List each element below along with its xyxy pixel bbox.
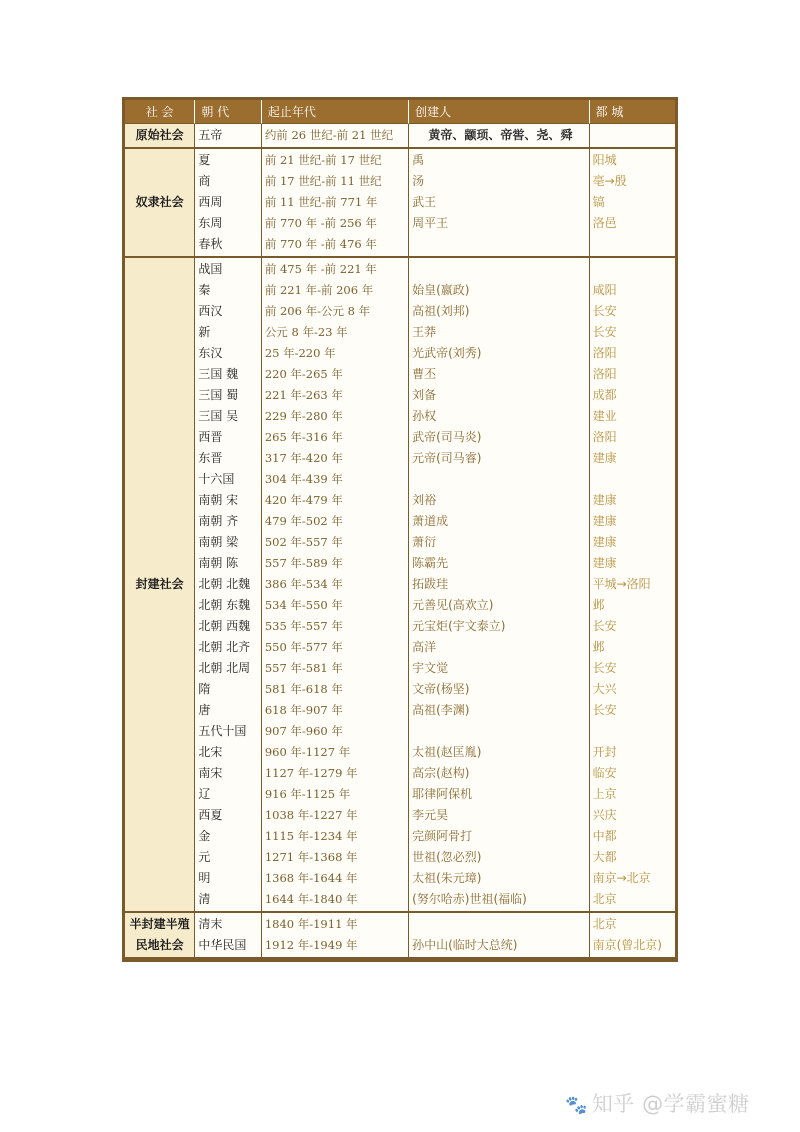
capital-line: 南京→北京 — [592, 871, 651, 885]
period-cell — [262, 258, 409, 913]
header-dynasty: 朝 代 — [195, 100, 262, 124]
dynasty-line: 春秋 — [198, 237, 223, 251]
dynasty-line: 北朝 西魏 — [198, 619, 251, 633]
header-founder: 创建人 — [409, 100, 589, 124]
period-line: 916 年-1125 年 — [264, 787, 351, 801]
capital-cell — [590, 258, 675, 913]
dynasty-line: 中华民国 — [198, 938, 247, 952]
founder-line: 李元昊 — [412, 808, 449, 822]
founder-line: 元宝炬(宇文泰立) — [412, 619, 506, 633]
table-body — [125, 124, 675, 959]
dynasty-line: 南朝 陈 — [198, 556, 239, 570]
period-line: 前 770 年 -前 256 年 — [264, 216, 377, 230]
period-cell — [262, 124, 409, 149]
dynasty-line: 南朝 齐 — [198, 514, 239, 528]
society-label: 半封建半殖 — [129, 917, 190, 931]
period-line: 1912 年-1949 年 — [264, 938, 358, 952]
founder-line: 太祖(赵匡胤) — [412, 745, 482, 759]
dynasty-line: 北朝 东魏 — [198, 598, 251, 612]
society-group-row — [125, 149, 675, 258]
period-line: 1368 年-1644 年 — [264, 871, 358, 885]
capital-line: 洛邑 — [592, 216, 617, 230]
period-line: 550 年-577 年 — [264, 640, 343, 654]
founder-cell — [409, 124, 589, 149]
founder-line: 曹丕 — [412, 367, 437, 381]
founder-cell — [409, 913, 589, 959]
dynasty-line: 金 — [198, 829, 211, 843]
capital-line: 咸阳 — [592, 283, 617, 297]
table-header-row — [125, 100, 675, 124]
founder-line: 完颜阿骨打 — [412, 829, 473, 843]
founder-line: 孙中山(临时大总统) — [412, 938, 518, 952]
dynasty-cell — [195, 124, 262, 149]
founder-line: 高洋 — [412, 640, 437, 654]
society-group-row — [125, 258, 675, 913]
period-line: 前 206 年-公元 8 年 — [264, 304, 371, 318]
capital-line: 建康 — [592, 535, 617, 549]
period-line: 前 17 世纪-前 11 世纪 — [264, 174, 382, 188]
dynasty-line: 北宋 — [198, 745, 223, 759]
period-line: 386 年-534 年 — [264, 577, 343, 591]
dynasty-line: 西周 — [198, 195, 223, 209]
dynasty-line: 东汉 — [198, 346, 223, 360]
capital-line: 开封 — [592, 745, 617, 759]
capital-line: 北京 — [592, 892, 617, 906]
period-line: 前 475 年 -前 221 年 — [264, 262, 377, 276]
capital-line: 洛阳 — [592, 346, 617, 360]
founder-line: 萧道成 — [412, 514, 449, 528]
period-line: 581 年-618 年 — [264, 682, 343, 696]
society-label: 民地社会 — [135, 938, 184, 952]
dynasty-cell — [195, 149, 262, 258]
capital-line: 长安 — [592, 325, 617, 339]
dynasty-line: 商 — [198, 174, 211, 188]
founder-line: 光武帝(刘秀) — [412, 346, 482, 360]
founder-line: 刘裕 — [412, 493, 437, 507]
founder-line: 高祖(刘邦) — [412, 304, 470, 318]
period-line: 557 年-581 年 — [264, 661, 343, 675]
society-label: 封建社会 — [135, 577, 184, 591]
founder-line: 王莽 — [412, 325, 437, 339]
dynasty-cell — [195, 913, 262, 959]
period-line: 1127 年-1279 年 — [264, 766, 358, 780]
period-line: 前 21 世纪-前 17 世纪 — [264, 153, 382, 167]
dynasty-line: 秦 — [198, 283, 211, 297]
period-line: 1644 年-1840 年 — [264, 892, 358, 906]
capital-line: 南京(曾北京) — [592, 938, 662, 952]
dynasty-line: 三国 吴 — [198, 409, 239, 423]
dynasty-line: 辽 — [198, 787, 211, 801]
capital-line — [593, 469, 675, 490]
capital-line: 建康 — [592, 493, 617, 507]
period-line: 1271 年-1368 年 — [264, 850, 358, 864]
period-line: 618 年-907 年 — [264, 703, 343, 717]
dynasty-line: 东周 — [198, 216, 223, 230]
period-line: 265 年-316 年 — [264, 430, 343, 444]
founder-line: 文帝(杨坚) — [412, 682, 470, 696]
society-cell — [125, 913, 195, 959]
founder-line: 武帝(司马炎) — [412, 430, 482, 444]
founder-line — [412, 234, 588, 255]
society-cell — [125, 124, 195, 149]
dynasty-line: 明 — [198, 871, 211, 885]
header-society: 社 会 — [125, 100, 195, 124]
founder-line: 萧衍 — [412, 535, 437, 549]
dynasty-table — [122, 97, 678, 962]
capital-line: 大兴 — [592, 682, 617, 696]
founder-line: 高宗(赵构) — [412, 766, 470, 780]
capital-line: 上京 — [592, 787, 617, 801]
dynasty-line: 清末 — [198, 917, 223, 931]
society-label: 原始社会 — [135, 128, 184, 142]
founder-line: 刘备 — [412, 388, 437, 402]
capital-line: 建康 — [592, 514, 617, 528]
capital-line: 洛阳 — [592, 430, 617, 444]
period-line: 317 年-420 年 — [264, 451, 343, 465]
dynasty-line: 西汉 — [198, 304, 223, 318]
watermark — [565, 1088, 750, 1118]
dynasty-line: 西晋 — [198, 430, 223, 444]
capital-line: 长安 — [592, 661, 617, 675]
capital-line: 临安 — [592, 766, 617, 780]
dynasty-line: 元 — [198, 850, 211, 864]
dynasty-line: 东晋 — [198, 451, 223, 465]
capital-line: 亳→殷 — [592, 174, 627, 188]
founder-line — [412, 914, 588, 935]
capital-line — [593, 234, 675, 255]
society-group-row — [125, 124, 675, 149]
capital-line — [593, 259, 675, 280]
period-line: 221 年-263 年 — [264, 388, 343, 402]
period-line: 229 年-280 年 — [264, 409, 343, 423]
founder-line: 汤 — [412, 174, 425, 188]
period-line: 907 年-960 年 — [264, 724, 343, 738]
capital-line: 建康 — [592, 556, 617, 570]
capital-line: 镐 — [592, 195, 605, 209]
period-line: 534 年-550 年 — [264, 598, 343, 612]
founder-line: 拓跋珪 — [412, 577, 449, 591]
dynasty-line: 北朝 北魏 — [198, 577, 251, 591]
capital-line: 大都 — [592, 850, 617, 864]
capital-cell — [590, 149, 675, 258]
society-cell — [125, 149, 195, 258]
dynasty-line: 西夏 — [198, 808, 223, 822]
capital-line — [593, 721, 675, 742]
dynasty-line: 三国 蜀 — [198, 388, 239, 402]
period-line: 420 年-479 年 — [264, 493, 343, 507]
dynasty-line: 唐 — [198, 703, 211, 717]
capital-line: 长安 — [592, 703, 617, 717]
founder-line: 太祖(朱元璋) — [412, 871, 482, 885]
capital-cell — [590, 124, 675, 149]
founder-line: 陈霸先 — [412, 556, 449, 570]
period-line: 1840 年-1911 年 — [264, 917, 358, 931]
capital-cell — [590, 913, 675, 959]
founder-line: 黄帝、颛顼、帝喾、尧、舜 — [428, 128, 573, 142]
dynasty-line: 北朝 北周 — [198, 661, 251, 675]
founder-line: 始皇(嬴政) — [412, 283, 470, 297]
watermark-text: 知乎 @学霸蜜糖 — [591, 1092, 750, 1116]
period-line: 前 770 年 -前 476 年 — [264, 237, 377, 251]
header-period: 起止年代 — [262, 100, 409, 124]
founder-line: 元善见(高欢立) — [412, 598, 494, 612]
period-line: 约前 26 世纪-前 21 世纪 — [264, 128, 394, 142]
founder-line: (努尔哈赤)世祖(福临) — [412, 892, 527, 906]
capital-line: 阳城 — [592, 153, 617, 167]
period-cell — [262, 149, 409, 258]
dynasty-line: 南朝 宋 — [198, 493, 239, 507]
founder-line — [412, 721, 588, 742]
capital-line — [593, 125, 675, 146]
period-line: 479 年-502 年 — [264, 514, 343, 528]
dynasty-line: 新 — [198, 325, 211, 339]
society-label: 奴隶社会 — [135, 195, 184, 209]
dynasty-line: 北朝 北齐 — [198, 640, 251, 654]
dynasty-line: 战国 — [198, 262, 223, 276]
founder-line: 武王 — [412, 195, 437, 209]
founder-line — [412, 259, 588, 280]
founder-line: 高祖(李渊) — [412, 703, 470, 717]
capital-line: 兴庆 — [592, 808, 617, 822]
capital-line: 建康 — [592, 451, 617, 465]
period-line: 前 11 世纪-前 771 年 — [264, 195, 378, 209]
period-line: 220 年-265 年 — [264, 367, 343, 381]
header-capital: 都 城 — [590, 100, 675, 124]
period-cell — [262, 913, 409, 959]
capital-line: 中都 — [592, 829, 617, 843]
founder-cell — [409, 258, 589, 913]
capital-line: 北京 — [592, 917, 617, 931]
dynasty-line: 夏 — [198, 153, 211, 167]
dynasty-cell — [195, 258, 262, 913]
paw-icon: 🐾 — [565, 1095, 588, 1116]
society-group-row — [125, 913, 675, 959]
founder-line: 周平王 — [412, 216, 449, 230]
dynasty-line: 南朝 梁 — [198, 535, 239, 549]
dynasty-line: 十六国 — [198, 472, 235, 486]
founder-cell — [409, 149, 589, 258]
dynasty-line: 五帝 — [198, 128, 223, 142]
dynasty-line: 南宋 — [198, 766, 223, 780]
period-line: 557 年-589 年 — [264, 556, 343, 570]
founder-line: 禹 — [412, 153, 425, 167]
capital-line: 长安 — [592, 619, 617, 633]
dynasty-line: 五代十国 — [198, 724, 247, 738]
period-line: 304 年-439 年 — [264, 472, 343, 486]
dynasty-line: 清 — [198, 892, 211, 906]
period-line: 502 年-557 年 — [264, 535, 343, 549]
founder-line: 元帝(司马睿) — [412, 451, 482, 465]
founder-line: 孙权 — [412, 409, 437, 423]
capital-line: 邺 — [592, 598, 605, 612]
period-line: 25 年-220 年 — [264, 346, 336, 360]
dynasty-line: 隋 — [198, 682, 211, 696]
period-line: 1038 年-1227 年 — [264, 808, 358, 822]
founder-line: 宇文觉 — [412, 661, 449, 675]
society-cell — [125, 258, 195, 913]
founder-line: 耶律阿保机 — [412, 787, 473, 801]
capital-line: 长安 — [592, 304, 617, 318]
period-line: 1115 年-1234 年 — [264, 829, 358, 843]
capital-line: 洛阳 — [592, 367, 617, 381]
capital-line: 邺 — [592, 640, 605, 654]
period-line: 535 年-557 年 — [264, 619, 343, 633]
founder-line — [412, 469, 588, 490]
capital-line: 建业 — [592, 409, 617, 423]
founder-line: 世祖(忽必烈) — [412, 850, 482, 864]
period-line: 公元 8 年-23 年 — [264, 325, 348, 339]
dynasty-line: 三国 魏 — [198, 367, 239, 381]
period-line: 960 年-1127 年 — [264, 745, 351, 759]
capital-line: 平城→洛阳 — [592, 577, 651, 591]
capital-line: 成都 — [592, 388, 617, 402]
period-line: 前 221 年-前 206 年 — [264, 283, 374, 297]
